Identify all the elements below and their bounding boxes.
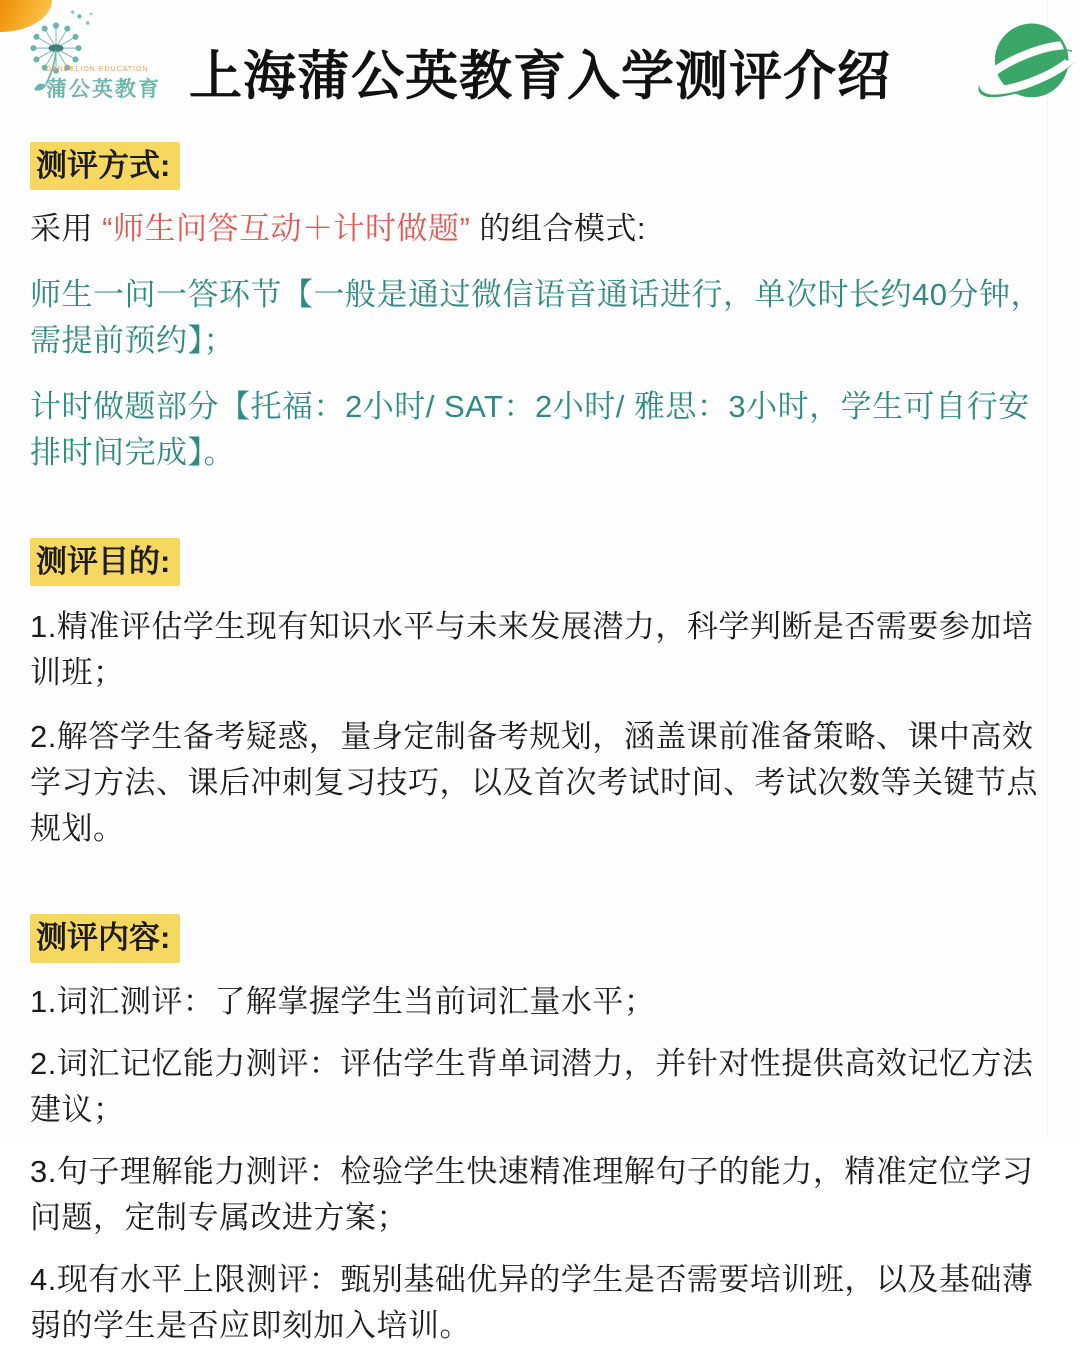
content-item-1: 1.词汇测评：了解掌握学生当前词汇量水平； [30, 983, 656, 1019]
section-heading-highlight: 测评内容: [30, 914, 180, 962]
header [0, 0, 1080, 128]
logo-title: 蒲公英教育 [46, 78, 161, 101]
section-heading-highlight: 测评方式: [30, 142, 180, 190]
content-item-3: 3.句子理解能力测评：检验学生快速精准理解句子的能力，精准定位学习问题，定制专属改进方案； [30, 1153, 1034, 1235]
method-green-paragraph-qa: 师生一问一答环节【一般是通过微信语音通话进行，单次时长约40分钟，需提前预约】； [30, 277, 1042, 359]
purpose-item-1: 1.精准评估学生现有知识水平与未来发展潜力，科学判断是否需要参加培训班； [30, 609, 1034, 691]
intro-prefix: 采用 [30, 211, 103, 247]
logo-subtitle: DANDELION EDUCATION [46, 66, 149, 73]
purpose-item-2: 2.解答学生备考疑惑，量身定制备考规划，涵盖课前准备策略、课中高效学习方法、课后冲刺复习技巧，以及首次考试时间、考试次数等关键节点规划。 [30, 719, 1038, 847]
page-edge-line [1047, 0, 1048, 1138]
intro-red-quote: “师生问答互动＋计时做题” [102, 211, 471, 247]
content [0, 142, 1080, 1349]
section-method-heading [30, 142, 1050, 190]
content-item-2: 2.词汇记忆能力测评：评估学生背单词潜力，并针对性提供高效记忆方法建议； [30, 1045, 1034, 1127]
section-method [30, 142, 1050, 476]
section-heading-highlight: 测评目的: [30, 538, 180, 586]
section-purpose [30, 538, 1050, 852]
section-content-heading [30, 914, 1050, 962]
section-content [30, 914, 1050, 1348]
planet-icon [982, 16, 1074, 121]
method-intro-paragraph [30, 206, 1050, 252]
intro-suffix: 的组合模式: [470, 211, 647, 247]
section-purpose-heading [30, 538, 1050, 586]
page-title: 上海蒲公英教育入学测评介绍 [189, 47, 891, 106]
content-item-4: 4.现有水平上限测评：甄别基础优异的学生是否需要培训班，以及基础薄弱的学生是否应即刻加入培训。 [30, 1261, 1034, 1343]
method-green-paragraph-timed: 计时做题部分【托福：2小时/ SAT：2小时/ 雅思：3小时，学生可自行安排时间完成】。 [30, 389, 1030, 471]
